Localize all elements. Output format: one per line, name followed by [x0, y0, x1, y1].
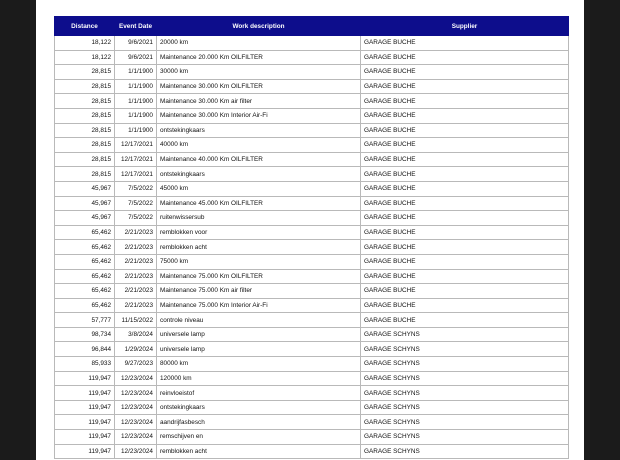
cell-distance: 57,777 — [55, 313, 115, 328]
cell-work-description: remschijven en — [157, 430, 361, 445]
cell-event-date: 2/21/2023 — [115, 269, 157, 284]
cell-supplier: GARAGE SCHYNS — [361, 400, 569, 415]
cell-distance: 65,462 — [55, 284, 115, 299]
cell-event-date: 12/17/2021 — [115, 152, 157, 167]
cell-distance: 28,815 — [55, 108, 115, 123]
cell-supplier: GARAGE BUCHE — [361, 50, 569, 65]
table-body — [55, 36, 569, 459]
cell-event-date: 1/1/1900 — [115, 65, 157, 80]
cell-supplier: GARAGE BUCHE — [361, 196, 569, 211]
cell-work-description: 45000 km — [157, 181, 361, 196]
table-row — [55, 94, 569, 109]
table-row — [55, 284, 569, 299]
cell-work-description: Maintenance 30.000 Km OILFILTER — [157, 79, 361, 94]
cell-distance: 18,122 — [55, 50, 115, 65]
cell-event-date: 12/17/2021 — [115, 138, 157, 153]
table-row — [55, 50, 569, 65]
cell-supplier: GARAGE BUCHE — [361, 167, 569, 182]
cell-supplier: GARAGE BUCHE — [361, 211, 569, 226]
cell-distance: 45,967 — [55, 211, 115, 226]
table-row — [55, 313, 569, 328]
cell-event-date: 7/5/2022 — [115, 181, 157, 196]
table-row — [55, 152, 569, 167]
table-row — [55, 138, 569, 153]
cell-work-description: ontstekingkaars — [157, 400, 361, 415]
table-row — [55, 254, 569, 269]
cell-distance: 65,462 — [55, 225, 115, 240]
table-row — [55, 240, 569, 255]
cell-work-description: Maintenance 40.000 Km OILFILTER — [157, 152, 361, 167]
table-row — [55, 36, 569, 51]
cell-distance: 65,462 — [55, 269, 115, 284]
cell-event-date: 9/6/2021 — [115, 36, 157, 51]
cell-event-date: 12/23/2024 — [115, 444, 157, 459]
cell-supplier: GARAGE SCHYNS — [361, 357, 569, 372]
cell-supplier: GARAGE BUCHE — [361, 313, 569, 328]
table-row — [55, 415, 569, 430]
cell-work-description: universele lamp — [157, 327, 361, 342]
cell-work-description: ruitenwissersub — [157, 211, 361, 226]
cell-event-date: 1/1/1900 — [115, 79, 157, 94]
cell-event-date: 2/21/2023 — [115, 254, 157, 269]
cell-distance: 119,947 — [55, 444, 115, 459]
cell-event-date: 12/23/2024 — [115, 430, 157, 445]
cell-work-description: aandrijfasbesch — [157, 415, 361, 430]
cell-distance: 28,815 — [55, 138, 115, 153]
cell-event-date: 2/21/2023 — [115, 298, 157, 313]
cell-work-description: remblokken acht — [157, 444, 361, 459]
table-row — [55, 298, 569, 313]
cell-work-description: Maintenance 75.000 Km OILFILTER — [157, 269, 361, 284]
cell-supplier: GARAGE SCHYNS — [361, 444, 569, 459]
cell-work-description: 80000 km — [157, 357, 361, 372]
cell-supplier: GARAGE SCHYNS — [361, 371, 569, 386]
cell-supplier: GARAGE BUCHE — [361, 225, 569, 240]
cell-event-date: 7/5/2022 — [115, 211, 157, 226]
cell-supplier: GARAGE SCHYNS — [361, 327, 569, 342]
cell-supplier: GARAGE BUCHE — [361, 240, 569, 255]
table-row — [55, 196, 569, 211]
cell-distance: 98,734 — [55, 327, 115, 342]
table-row — [55, 211, 569, 226]
header-distance: Distance — [55, 17, 115, 36]
cell-work-description: 20000 km — [157, 36, 361, 51]
table-row — [55, 342, 569, 357]
cell-supplier: GARAGE BUCHE — [361, 181, 569, 196]
cell-event-date: 1/1/1900 — [115, 108, 157, 123]
cell-work-description: Maintenance 75.000 Km air filter — [157, 284, 361, 299]
cell-distance: 119,947 — [55, 430, 115, 445]
cell-event-date: 2/21/2023 — [115, 240, 157, 255]
cell-distance: 28,815 — [55, 94, 115, 109]
cell-work-description: Maintenance 30.000 Km air filter — [157, 94, 361, 109]
cell-distance: 65,462 — [55, 254, 115, 269]
cell-work-description: Maintenance 45.000 Km OILFILTER — [157, 196, 361, 211]
cell-event-date: 12/23/2024 — [115, 386, 157, 401]
table-row — [55, 357, 569, 372]
table-row — [55, 327, 569, 342]
cell-event-date: 1/1/1900 — [115, 94, 157, 109]
cell-distance: 65,462 — [55, 240, 115, 255]
maintenance-table — [54, 16, 569, 459]
table-row — [55, 123, 569, 138]
cell-distance: 28,815 — [55, 79, 115, 94]
cell-work-description: 120000 km — [157, 371, 361, 386]
table-row — [55, 65, 569, 80]
cell-supplier: GARAGE SCHYNS — [361, 415, 569, 430]
cell-work-description: Maintenance 20.000 Km OILFILTER — [157, 50, 361, 65]
table-header-row — [55, 17, 569, 36]
table-row — [55, 444, 569, 459]
cell-event-date: 11/15/2022 — [115, 313, 157, 328]
cell-event-date: 12/23/2024 — [115, 371, 157, 386]
cell-event-date: 9/6/2021 — [115, 50, 157, 65]
header-work-description: Work description — [157, 17, 361, 36]
cell-work-description: remblokken acht — [157, 240, 361, 255]
cell-supplier: GARAGE SCHYNS — [361, 342, 569, 357]
document-page — [36, 0, 584, 460]
cell-event-date: 3/8/2024 — [115, 327, 157, 342]
cell-supplier: GARAGE BUCHE — [361, 123, 569, 138]
cell-supplier: GARAGE BUCHE — [361, 94, 569, 109]
cell-distance: 28,815 — [55, 167, 115, 182]
table-row — [55, 108, 569, 123]
header-supplier: Supplier — [361, 17, 569, 36]
cell-distance: 65,462 — [55, 298, 115, 313]
cell-supplier: GARAGE BUCHE — [361, 152, 569, 167]
cell-event-date: 2/21/2023 — [115, 225, 157, 240]
cell-event-date: 12/23/2024 — [115, 415, 157, 430]
cell-work-description: Maintenance 30.000 Km Interior Air-Fi — [157, 108, 361, 123]
cell-supplier: GARAGE BUCHE — [361, 79, 569, 94]
cell-work-description: Maintenance 75.000 Km Interior Air-Fi — [157, 298, 361, 313]
cell-distance: 85,933 — [55, 357, 115, 372]
cell-distance: 28,815 — [55, 65, 115, 80]
cell-event-date: 1/29/2024 — [115, 342, 157, 357]
cell-supplier: GARAGE BUCHE — [361, 108, 569, 123]
cell-event-date: 2/21/2023 — [115, 284, 157, 299]
cell-supplier: GARAGE BUCHE — [361, 254, 569, 269]
cell-distance: 45,967 — [55, 181, 115, 196]
table-row — [55, 371, 569, 386]
cell-event-date: 12/17/2021 — [115, 167, 157, 182]
table-row — [55, 269, 569, 284]
cell-supplier: GARAGE SCHYNS — [361, 386, 569, 401]
cell-distance: 119,947 — [55, 371, 115, 386]
cell-distance: 119,947 — [55, 415, 115, 430]
cell-work-description: 40000 km — [157, 138, 361, 153]
cell-supplier: GARAGE BUCHE — [361, 269, 569, 284]
cell-work-description: 30000 km — [157, 65, 361, 80]
cell-work-description: 75000 km — [157, 254, 361, 269]
cell-work-description: ontstekingkaars — [157, 123, 361, 138]
cell-distance: 28,815 — [55, 152, 115, 167]
table-row — [55, 430, 569, 445]
cell-work-description: remblokken voor — [157, 225, 361, 240]
cell-event-date: 1/1/1900 — [115, 123, 157, 138]
header-event-date: Event Date — [115, 17, 157, 36]
cell-supplier: GARAGE BUCHE — [361, 284, 569, 299]
cell-distance: 45,967 — [55, 196, 115, 211]
table-row — [55, 181, 569, 196]
cell-work-description: reinvloeistof — [157, 386, 361, 401]
cell-distance: 28,815 — [55, 123, 115, 138]
cell-work-description: controle niveau — [157, 313, 361, 328]
cell-distance: 96,844 — [55, 342, 115, 357]
cell-supplier: GARAGE SCHYNS — [361, 430, 569, 445]
cell-event-date: 12/23/2024 — [115, 400, 157, 415]
cell-supplier: GARAGE BUCHE — [361, 298, 569, 313]
cell-work-description: universele lamp — [157, 342, 361, 357]
table-row — [55, 386, 569, 401]
cell-event-date: 7/5/2022 — [115, 196, 157, 211]
cell-work-description: ontstekingkaars — [157, 167, 361, 182]
table-row — [55, 167, 569, 182]
cell-distance: 119,947 — [55, 386, 115, 401]
cell-distance: 119,947 — [55, 400, 115, 415]
cell-supplier: GARAGE BUCHE — [361, 65, 569, 80]
cell-distance: 18,122 — [55, 36, 115, 51]
cell-supplier: GARAGE BUCHE — [361, 138, 569, 153]
table-row — [55, 79, 569, 94]
table-row — [55, 225, 569, 240]
cell-supplier: GARAGE BUCHE — [361, 36, 569, 51]
table-row — [55, 400, 569, 415]
cell-event-date: 9/27/2023 — [115, 357, 157, 372]
